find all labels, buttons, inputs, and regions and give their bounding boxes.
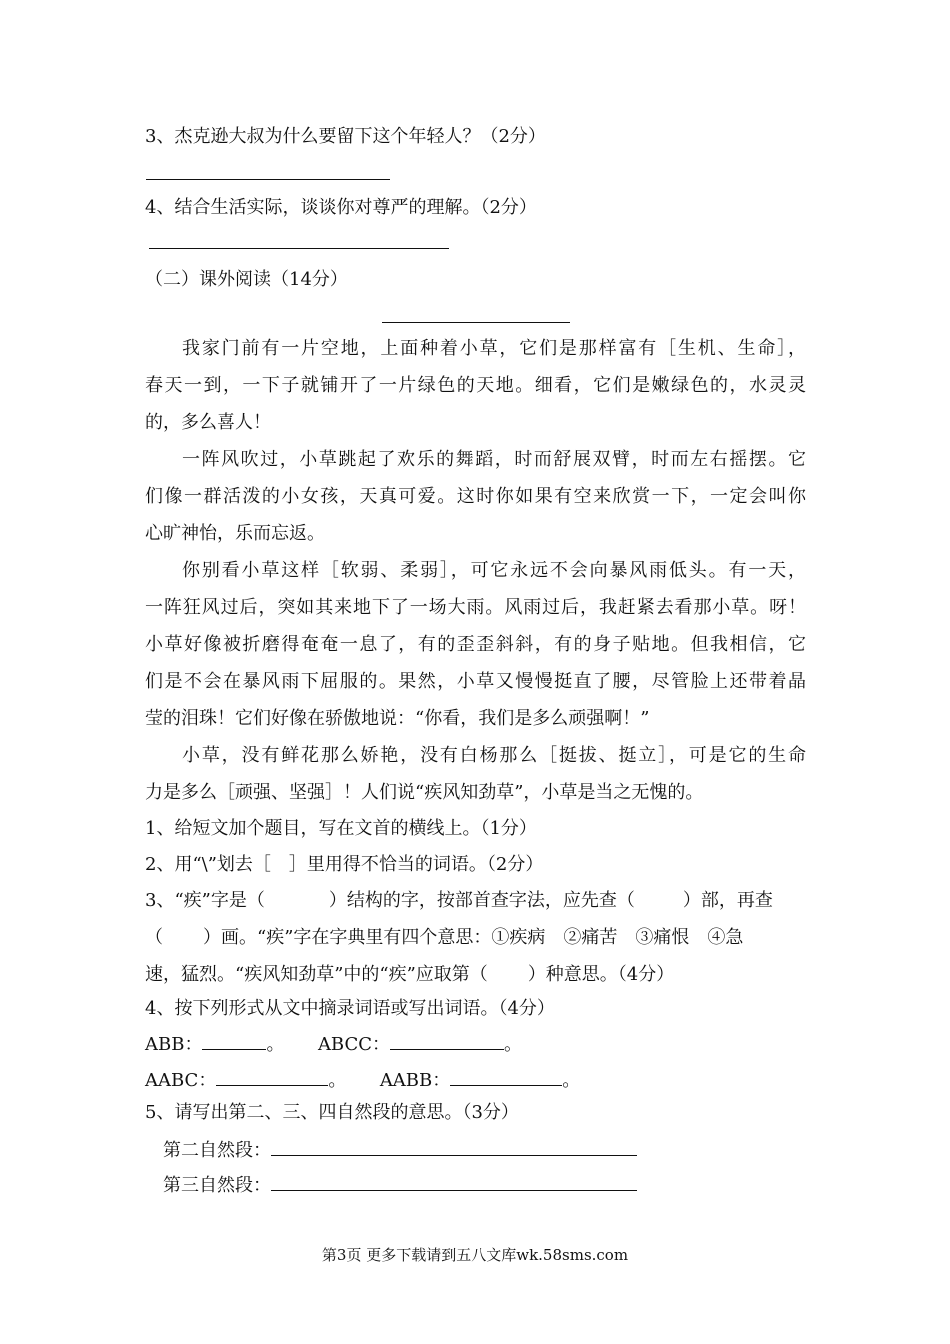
question-4: 4、结合生活实际，谈谈你对尊严的理解。（2分） [145, 197, 537, 218]
aabc-row [145, 1067, 580, 1093]
q3-text-g: ）种意思。（4分） [527, 964, 675, 985]
aabb-blank[interactable] [450, 1067, 562, 1086]
reading-question-3-line2 [145, 926, 743, 950]
reading-question-3-line3 [145, 963, 674, 987]
abb-blank[interactable] [202, 1031, 266, 1050]
reading-question-4: 4、按下列形式从文中摘录词语或写出词语。（4分） [145, 998, 555, 1019]
period: 。 [562, 1070, 581, 1091]
para2-label: 第二自然段： [163, 1140, 271, 1161]
q3-text-b: ）结构的字，按部首查字法，应先查（ [328, 890, 635, 911]
q3-text-f: 速，猛烈。“疾风知劲草”中的“疾”应取第（ [145, 964, 488, 985]
section-title: （二）课外阅读（14分） [145, 269, 348, 290]
abcc-label: ABCC： [317, 1034, 391, 1055]
q3-text-c: ）部，再查 [682, 890, 773, 911]
para2-row [163, 1137, 637, 1163]
abb-label: ABB： [145, 1034, 203, 1055]
passage-line: 们像一群活泼的小女孩，天真可爱。这时你如果有空来欣赏一下，一定会叫你 [145, 486, 806, 507]
reading-question-1: 1、给短文加个题目，写在文首的横线上。（1分） [145, 818, 537, 839]
abb-row [145, 1031, 522, 1057]
passage-line: 小草，没有鲜花那么娇艳，没有白杨那么［挺拔、挺立］，可是它的生命 [182, 745, 806, 766]
passage-line: 我家门前有一片空地，上面种着小草，它们是那样富有［生机、生命］， [182, 338, 806, 359]
answer-line-3[interactable] [146, 179, 390, 180]
period: 。 [266, 1034, 285, 1055]
passage-line: 你别看小草这样［软弱、柔弱］，可它永远不会向暴风雨低头。有一天， [182, 560, 806, 581]
page-footer: 第3页 更多下载请到五八文库wk.58sms.com [321, 1246, 629, 1264]
para2-blank[interactable] [271, 1137, 637, 1156]
passage-line: 小草好像被折磨得奄奄一息了，有的歪歪斜斜，有的身子贴地。但我相信，它 [145, 634, 806, 655]
reading-question-5: 5、请写出第二、三、四自然段的意思。（3分） [145, 1102, 519, 1123]
period: 。 [328, 1070, 347, 1091]
para3-blank[interactable] [271, 1172, 637, 1191]
passage-line: 力是多么［顽强、坚强］！人们说“疾风知劲草”，小草是当之无愧的。 [145, 782, 704, 803]
passage-line: 的，多么喜人！ [145, 412, 271, 433]
passage-line: 一阵风吹过，小草跳起了欢乐的舞蹈，时而舒展双臂，时而左右摇摆。它 [182, 449, 806, 470]
passage-line: 莹的泪珠！它们好像在骄傲地说：“你看，我们是多么顽强啊！” [145, 708, 650, 729]
passage-line: 一阵狂风过后，突如其来地下了一场大雨。风雨过后，我赶紧去看那小草。呀！ [145, 597, 806, 618]
para3-label: 第三自然段： [163, 1175, 271, 1196]
q3-text-e: ）画。“疾”字在字典里有四个意思：①疾病 ②痛苦 ③痛恨 ④急 [203, 927, 744, 948]
q3-text-a: 3、“疾”字是（ [145, 890, 265, 911]
passage-line: 心旷神怡，乐而忘返。 [145, 523, 325, 544]
reading-question-3-line1 [145, 889, 806, 913]
passage-line: 们是不会在暴风雨下屈服的。果然，小草又慢慢挺直了腰，尽管脸上还带着晶 [145, 671, 806, 692]
period: 。 [504, 1034, 523, 1055]
aabc-blank[interactable] [216, 1067, 328, 1086]
passage-line: 春天一到，一下子就铺开了一片绿色的天地。细看，它们是嫩绿色的，水灵灵 [145, 375, 806, 396]
aabc-label: AABC： [145, 1070, 217, 1091]
reading-question-2: 2、用“\”划去［ ］里用得不恰当的词语。（2分） [145, 854, 544, 875]
title-blank-line[interactable] [382, 322, 570, 323]
q3-text-d: （ [145, 927, 163, 948]
para3-row [163, 1172, 637, 1198]
answer-line-4[interactable] [149, 248, 449, 249]
aabb-label: AABB： [379, 1070, 451, 1091]
abcc-blank[interactable] [390, 1031, 504, 1050]
question-3: 3、杰克逊大叔为什么要留下这个年轻人？（2分） [145, 126, 546, 147]
